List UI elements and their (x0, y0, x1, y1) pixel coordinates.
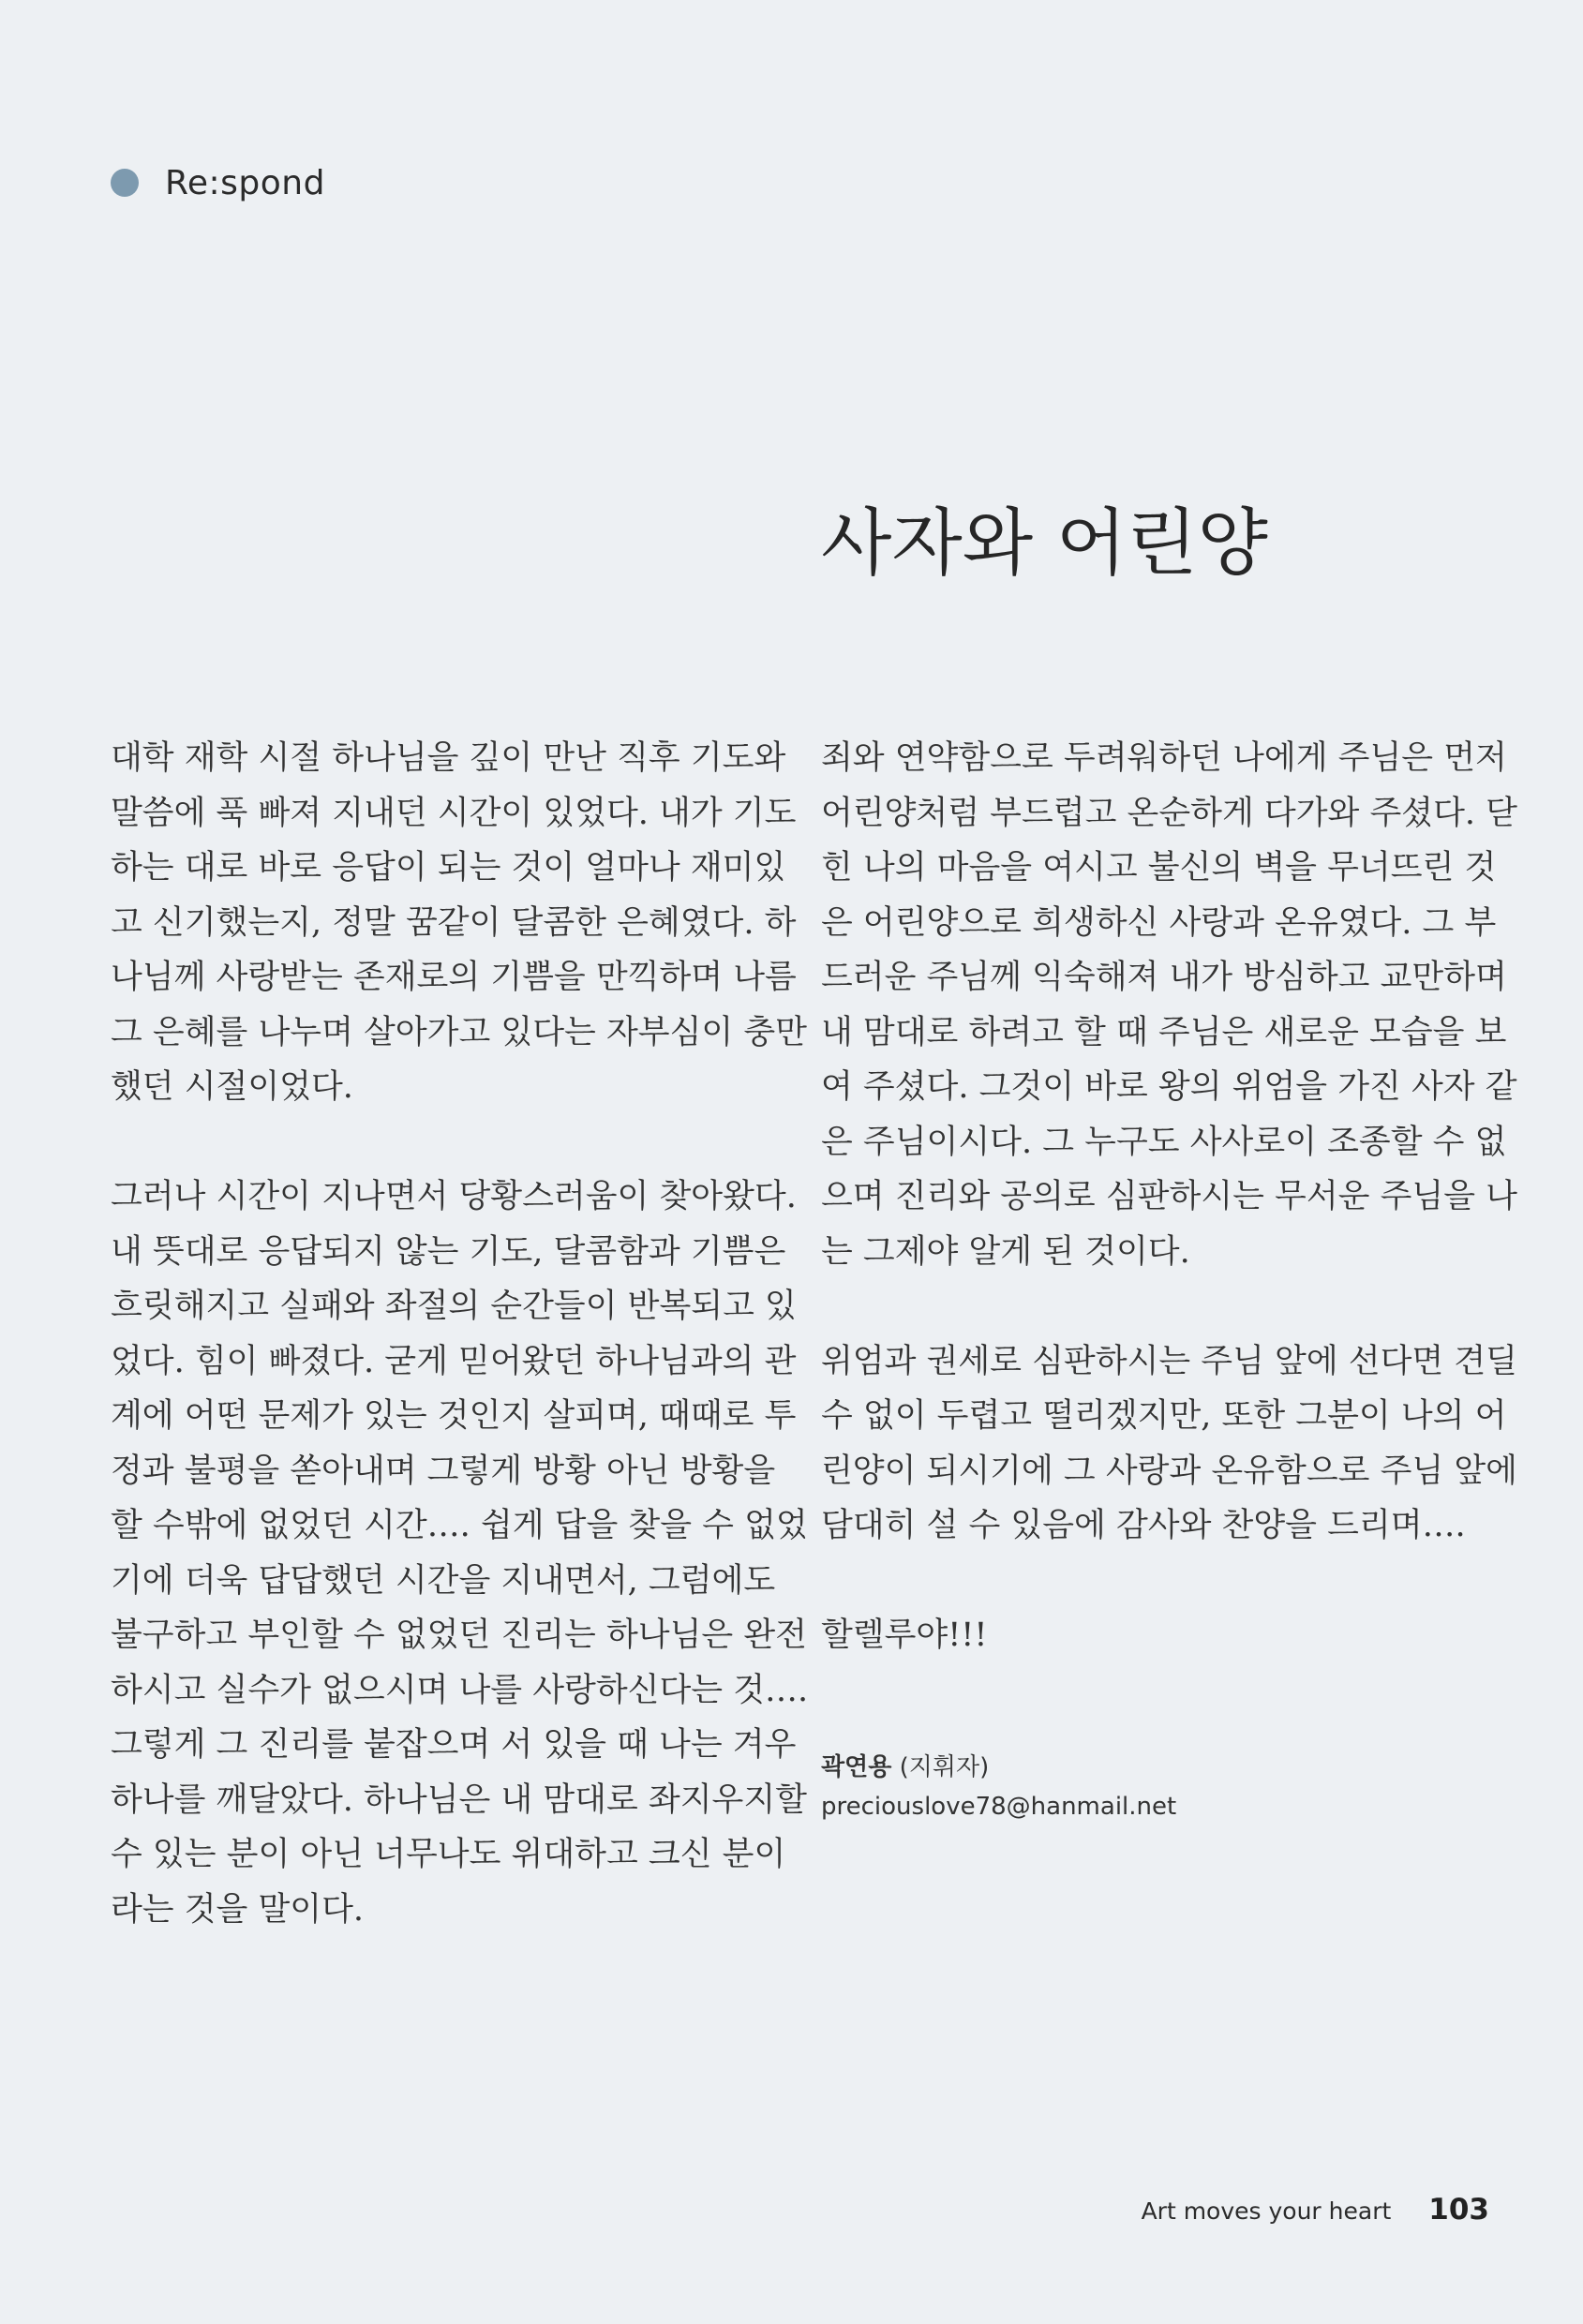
author-role: (지휘자) (899, 1753, 990, 1781)
right-paragraph-2 (821, 1334, 1517, 1554)
left-paragraph-1 (111, 731, 807, 1115)
text-line: 그 은혜를 나누며 살아가고 있다는 자부심이 충만 (111, 1013, 807, 1051)
text-line: 드러운 주님께 익숙해져 내가 방심하고 교만하며 (821, 959, 1507, 996)
text-line: 담대히 설 수 있음에 감사와 찬양을 드리며…. (821, 1507, 1466, 1544)
text-line: 할 수밖에 없었던 시간…. 쉽게 답을 찾을 수 없었 (111, 1507, 808, 1544)
right-column (821, 731, 1517, 1663)
paragraph-gap (821, 1279, 1477, 1334)
text-line: 힌 나의 마음을 여시고 불신의 벽을 무너뜨린 것 (821, 849, 1497, 886)
text-line: 는 그제야 알게 된 것이다. (821, 1232, 1190, 1271)
author-email: preciouslove78@hanmail.net (821, 1793, 1177, 1821)
author-name: 곽연용 (821, 1753, 892, 1781)
footer-tagline: Art moves your heart (1141, 2197, 1392, 2225)
text-line: 은 어린양으로 희생하신 사랑과 온유였다. 그 부 (821, 903, 1497, 942)
text-line: 하나를 깨달았다. 하나님은 내 맘대로 좌지우지할 (111, 1780, 807, 1819)
text-line: 대학 재학 시절 하나님을 깊이 만난 직후 기도와 (111, 739, 786, 777)
text-line: 수 있는 분이 아닌 너무나도 위대하고 크신 분이 (111, 1836, 786, 1873)
author-block (821, 1748, 1176, 1826)
text-line: 내 뜻대로 응답되지 않는 기도, 달콤함과 기쁨은 (111, 1232, 786, 1271)
paragraph-gap (111, 1115, 767, 1170)
author-line (821, 1748, 1176, 1787)
article-title: 사자와 어린양 (821, 501, 1268, 586)
text-line: 은 주님이시다. 그 누구도 사사로이 조종할 수 없 (821, 1123, 1507, 1161)
text-line: 흐릿해지고 실패와 좌절의 순간들이 반복되고 있 (111, 1288, 797, 1325)
section-dot-icon (111, 169, 139, 197)
right-paragraph-1 (821, 731, 1517, 1279)
text-line: 수 없이 두렵고 떨리겠지만, 또한 그분이 나의 어 (821, 1397, 1507, 1435)
text-line: 여 주셨다. 그것이 바로 왕의 위엄을 가진 사자 같 (821, 1068, 1517, 1106)
text-line: 어린양처럼 부드럽고 온순하게 다가와 주셨다. 닫 (821, 794, 1517, 832)
text-line: 그러나 시간이 지나면서 당황스러움이 찾아왔다. (111, 1178, 797, 1215)
left-paragraph-2 (111, 1169, 809, 1937)
page-number: 103 (1428, 2193, 1489, 2227)
text-line: 계에 어떤 문제가 있는 것인지 살피며, 때때로 투 (111, 1397, 797, 1435)
text-line: 었다. 힘이 빠졌다. 굳게 믿어왔던 하나님과의 관 (111, 1342, 797, 1380)
text-line: 하시고 실수가 없으시며 나를 사랑하신다는 것…. (111, 1671, 809, 1709)
text-line: 으며 진리와 공의로 심판하시는 무서운 주님을 나 (821, 1178, 1517, 1215)
text-line: 할렐루야!!! (821, 1616, 988, 1654)
left-column (111, 731, 809, 1937)
text-line: 했던 시절이었다. (111, 1068, 353, 1106)
text-line: 그렇게 그 진리를 붙잡으며 서 있을 때 나는 겨우 (111, 1726, 797, 1764)
page-footer (1142, 2193, 1489, 2227)
text-line: 하는 대로 바로 응답이 되는 것이 얼마나 재미있 (111, 849, 786, 886)
text-line: 기에 더욱 답답했던 시간을 지내면서, 그럼에도 (111, 1561, 776, 1600)
text-line: 불구하고 부인할 수 없었던 진리는 하나님은 완전 (111, 1616, 807, 1654)
text-line: 린양이 되시기에 그 사랑과 온유함으로 주님 앞에 (821, 1452, 1517, 1490)
text-line: 고 신기했는지, 정말 꿈같이 달콤한 은혜였다. 하 (111, 903, 797, 942)
section-header (111, 157, 325, 208)
paragraph-gap (821, 1554, 1477, 1609)
right-paragraph-3 (821, 1608, 1477, 1663)
text-line: 라는 것을 말이다. (111, 1890, 365, 1929)
section-label: Re:spond (165, 163, 325, 202)
text-line: 위엄과 권세로 심판하시는 주님 앞에 선다면 견딜 (821, 1342, 1517, 1380)
text-line: 나님께 사랑받는 존재로의 기쁨을 만끽하며 나름 (111, 959, 797, 996)
text-line: 말씀에 푹 빠져 지내던 시간이 있었다. 내가 기도 (111, 794, 797, 832)
text-line: 죄와 연약함으로 두려워하던 나에게 주님은 먼저 (821, 739, 1507, 777)
text-line: 내 맘대로 하려고 할 때 주님은 새로운 모습을 보 (821, 1013, 1507, 1051)
text-line: 정과 불평을 쏟아내며 그렇게 방황 아닌 방황을 (111, 1452, 776, 1490)
